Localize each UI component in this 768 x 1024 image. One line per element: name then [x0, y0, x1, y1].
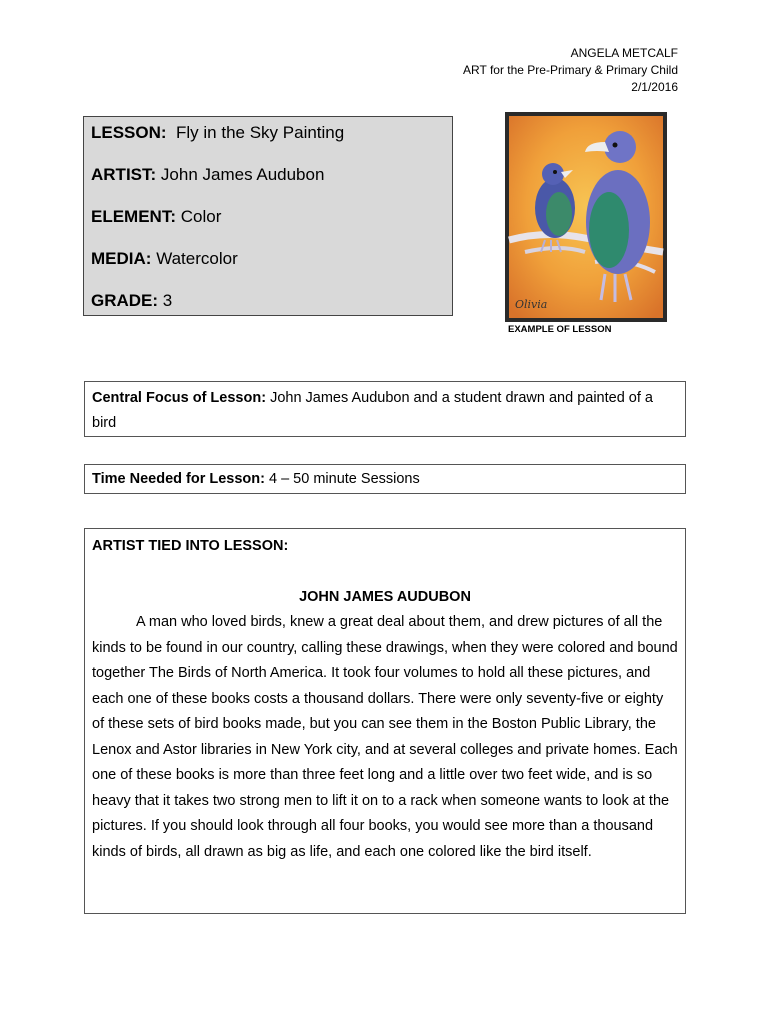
grade-row	[91, 289, 452, 331]
bird-painting-image	[505, 112, 667, 322]
artist-label: ARTIST:	[91, 165, 157, 184]
media-label: MEDIA:	[91, 249, 152, 268]
author-name: ANGELA METCALF	[570, 46, 678, 60]
grade-value: 3	[162, 291, 173, 310]
artist-value: John James Audubon	[160, 165, 325, 184]
time-needed-text: 4 – 50 minute Sessions	[269, 471, 420, 487]
time-needed-box	[84, 464, 686, 494]
document-header	[463, 45, 678, 96]
central-focus-box	[84, 381, 686, 437]
grade-label: GRADE:	[91, 291, 159, 310]
artist-section-box	[84, 528, 686, 914]
media-row	[91, 247, 452, 289]
central-focus-text: John James Audubon and a student drawn and painted of a bird	[92, 390, 653, 431]
lesson-value: Fly in the Sky Painting	[176, 123, 345, 142]
example-painting	[505, 112, 665, 322]
time-needed-label: Time Needed for Lesson:	[92, 471, 265, 487]
lesson-label: LESSON:	[91, 123, 167, 142]
example-caption: EXAMPLE OF LESSON	[508, 324, 612, 335]
artist-name-heading: JOHN JAMES AUDUBON	[299, 588, 471, 605]
artist-section-heading: ARTIST TIED INTO LESSON:	[92, 538, 289, 554]
lesson-row	[91, 121, 452, 163]
element-value: Color	[180, 207, 222, 226]
course-name: ART for the Pre-Primary & Primary Child	[463, 63, 678, 77]
element-row	[91, 205, 452, 247]
central-focus-label: Central Focus of Lesson:	[92, 390, 267, 406]
painting-signature: Olivia	[515, 298, 548, 311]
artist-row	[91, 163, 452, 205]
artist-biography: A man who loved birds, knew a great deal about them, and drew pictures of all the kinds to be found in our country, calling these drawings, when they were colored and bound together The Birds of North America. It took four volumes to hold all these pictures, and each one of these books costs a thousand dollars. There were only seventy-five or eighty of these sets of bird books made, but you can see them in the Boston Public Library, the Lenox and Astor libraries in New York city, and at several colleges and private homes. Each one of these books is more than three feet long and a little over two feet wide, and is so heavy that it takes two strong men to lift it on to a rack when someone wants to look at the pictures. If you should look through all four books, you would see more than a thousand kinds of birds, all drawn as big as life, and each one colored like the bird itself.	[92, 614, 678, 860]
lesson-summary-box	[83, 116, 453, 316]
element-label: ELEMENT:	[91, 207, 176, 226]
document-date: 2/1/2016	[631, 80, 678, 94]
media-value: Watercolor	[156, 249, 238, 268]
